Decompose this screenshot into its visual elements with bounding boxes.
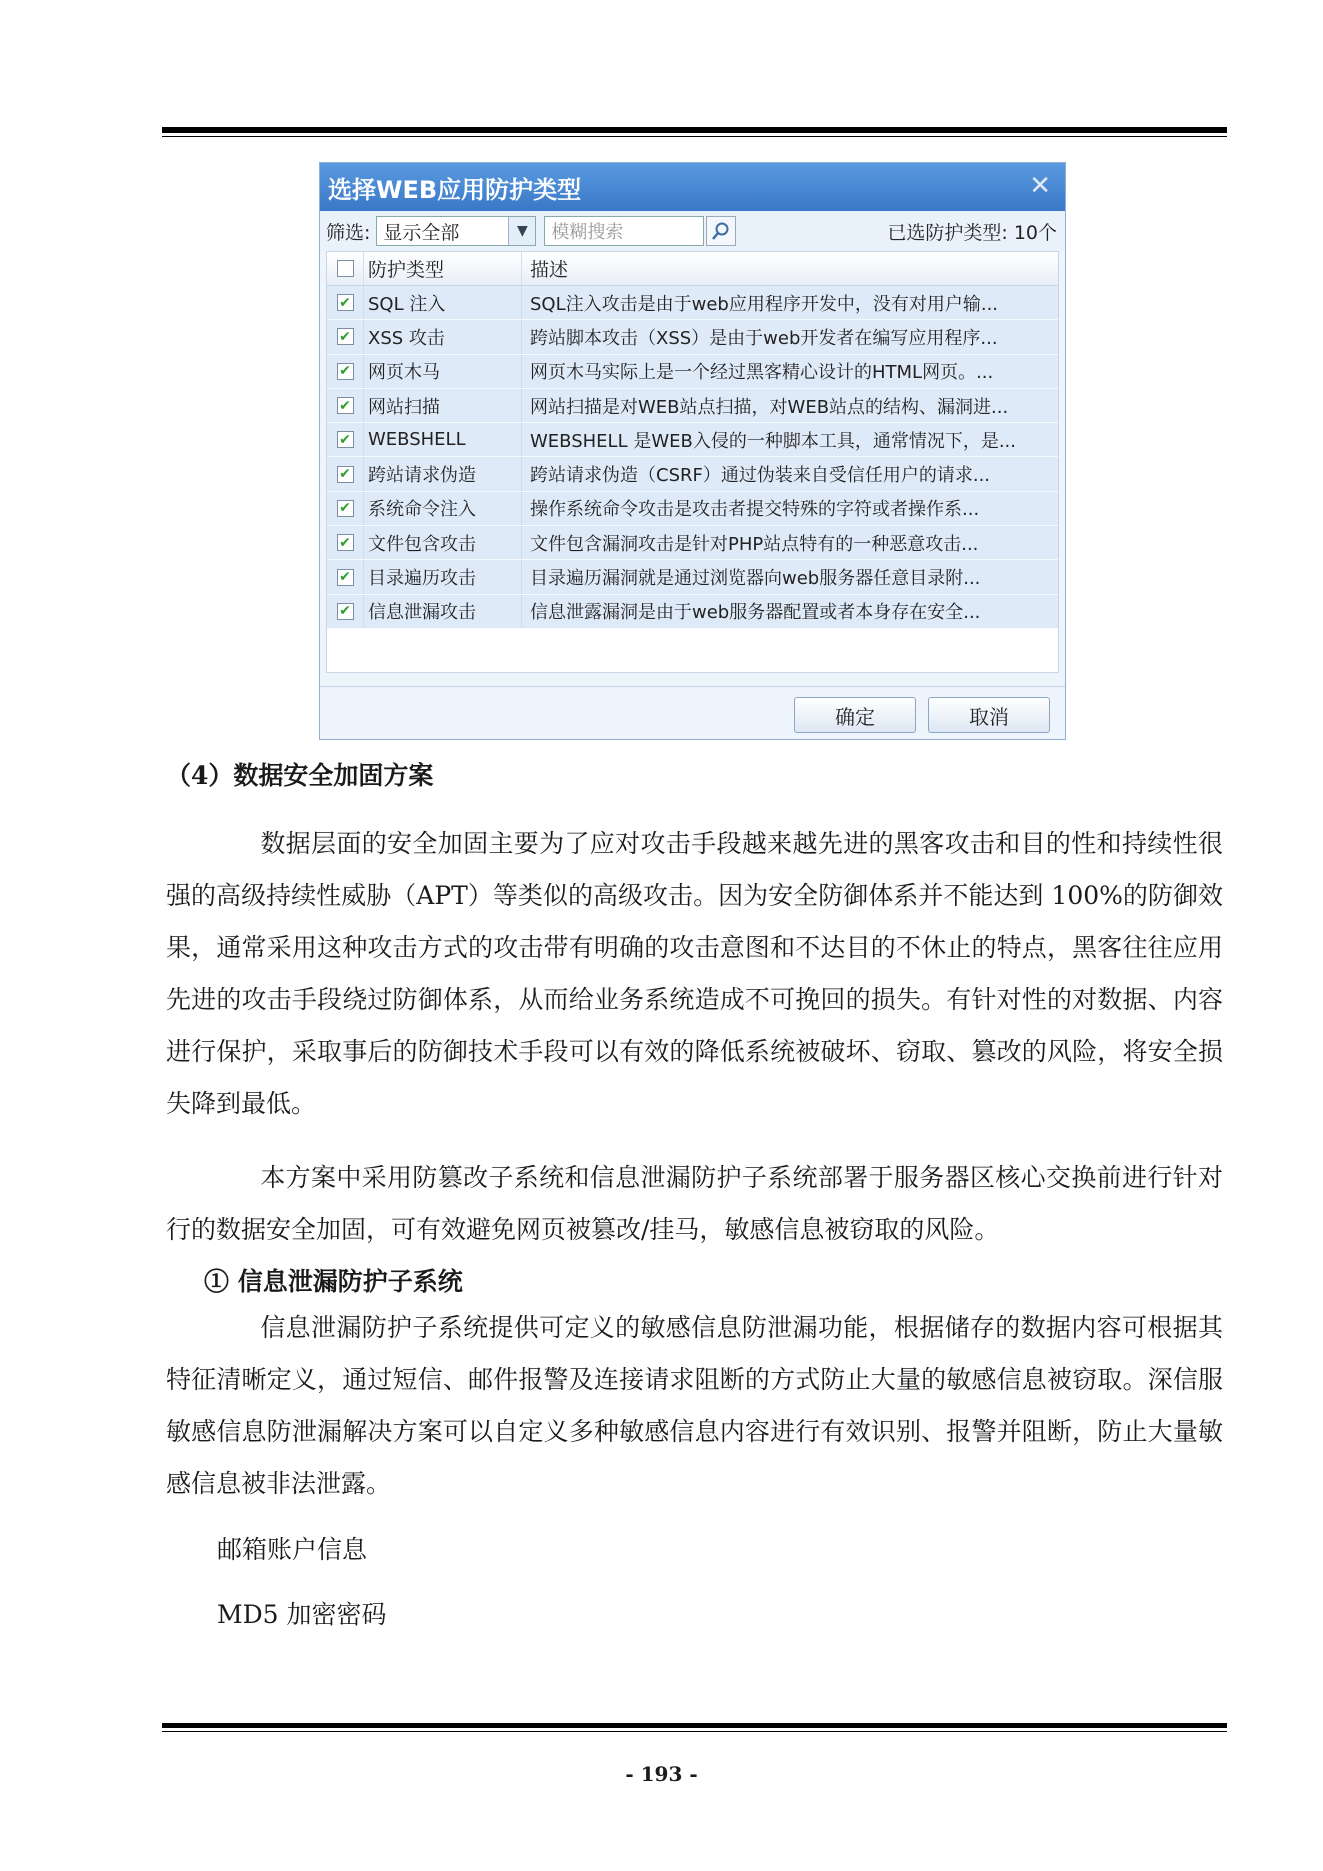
search-input[interactable] — [544, 216, 704, 246]
row-desc: 网页木马实际上是一个经过黑客精心设计的HTML网页。... — [521, 355, 1041, 388]
row-checkbox[interactable]: ✔ — [337, 397, 354, 414]
row-type: 跨站请求伪造 — [363, 457, 521, 490]
row-checkbox[interactable]: ✔ — [337, 603, 354, 620]
paragraph-3: 信息泄漏防护子系统提供可定义的敏感信息防泄漏功能，根据储存的数据内容可根据其特征清晰定义，通过短信、邮件报警及连接请求阻断的方式防止大量的敏感信息被窃取。深信服敏感信息防泄漏解决方案可以自定义多种敏感信息内容进行有效识别、报警并阻断，防止大量敏感信息被非法泄露。 — [166, 1313, 1223, 1498]
section-heading: （4）数据安全加固方案 — [166, 761, 434, 790]
row-desc: 操作系统命令攻击是攻击者提交特殊的字符或者操作系... — [521, 492, 1041, 525]
dialog-toolbar — [320, 211, 1065, 251]
paragraph-1: 数据层面的安全加固主要为了应对攻击手段越来越先进的黑客攻击和目的性和持续性很强的高级持续性威胁（APT）等类似的高级攻击。因为安全防御体系并不能达到 100%的防御效果，通常采用这种攻击方式的攻击带有明确的攻击意图和不达目的不休止的特点，黑客往往应用先进的攻击手段绕过防御体系，从而给业务系统造成不可挽回的损失。有针对性的对数据、内容进行保护，采取事后的防御技术手段可以有效的降低系统被破坏、窃取、篡改的风险，将安全损失降到最低。 — [166, 829, 1223, 1118]
header-rule — [162, 127, 1227, 133]
table-row[interactable] — [327, 526, 1058, 560]
footer-rule-thin — [162, 1731, 1227, 1732]
table-row[interactable] — [327, 320, 1058, 354]
filter-label: 筛选: — [326, 221, 371, 244]
footer-rule — [162, 1723, 1227, 1728]
filter-select[interactable] — [376, 216, 536, 246]
table-row[interactable] — [327, 389, 1058, 423]
page-number: - 193 - — [625, 1762, 698, 1786]
search-icon — [711, 221, 731, 241]
header-rule-thin — [162, 136, 1227, 137]
select-all-checkbox[interactable] — [337, 260, 354, 277]
table-row[interactable] — [327, 492, 1058, 526]
row-checkbox[interactable]: ✔ — [337, 363, 354, 380]
row-desc: 跨站请求伪造（CSRF）通过伪装来自受信任用户的请求... — [521, 457, 1041, 490]
row-desc: WEBSHELL 是WEB入侵的一种脚本工具，通常情况下，是... — [521, 423, 1041, 456]
row-desc: 跨站脚本攻击（XSS）是由于web开发者在编写应用程序... — [521, 320, 1041, 353]
row-type: 系统命令注入 — [363, 492, 521, 525]
table-row[interactable] — [327, 595, 1058, 629]
row-type: SQL 注入 — [363, 286, 521, 319]
search-placeholder: 模糊搜索 — [551, 222, 624, 243]
row-desc: SQL注入攻击是由于web应用程序开发中，没有对用户输... — [521, 286, 1041, 319]
filter-value: 显示全部 — [383, 221, 460, 244]
table-row[interactable] — [327, 286, 1058, 320]
row-checkbox[interactable]: ✔ — [337, 294, 354, 311]
row-type: WEBSHELL — [363, 423, 521, 456]
row-checkbox[interactable]: ✔ — [337, 431, 354, 448]
row-desc: 文件包含漏洞攻击是针对PHP站点特有的一种恶意攻击... — [521, 526, 1041, 559]
row-type: 目录遍历攻击 — [363, 560, 521, 593]
close-icon[interactable]: ✕ — [1029, 171, 1051, 201]
column-header-type[interactable]: 防护类型 — [363, 252, 521, 285]
protection-type-table — [326, 251, 1059, 673]
row-type: XSS 攻击 — [363, 320, 521, 353]
row-type: 网页木马 — [363, 355, 521, 388]
row-checkbox[interactable]: ✔ — [337, 466, 354, 483]
row-desc: 网站扫描是对WEB站点扫描，对WEB站点的结构、漏洞进... — [521, 389, 1041, 422]
row-desc: 目录遍历漏洞就是通过浏览器向web服务器任意目录附... — [521, 560, 1041, 593]
column-header-desc[interactable]: 描述 — [521, 252, 1041, 285]
paragraph-2: 本方案中采用防篡改子系统和信息泄漏防护子系统部署于服务器区核心交换前进行针对行的数据安全加固，可有效避免网页被篡改/挂马，敏感信息被窃取的风险。 — [166, 1163, 1223, 1244]
list-item-2: MD5 加密密码 — [217, 1600, 387, 1629]
table-row[interactable] — [327, 457, 1058, 491]
dialog-titlebar — [320, 163, 1065, 211]
dialog-title: 选择WEB应用防护类型 — [328, 175, 582, 204]
selected-count: 已选防护类型: 10个 — [887, 221, 1057, 244]
list-item-1: 邮箱账户信息 — [217, 1535, 368, 1564]
search-button[interactable] — [706, 216, 736, 246]
row-type: 信息泄漏攻击 — [363, 595, 521, 628]
dialog-footer — [320, 686, 1065, 739]
chevron-down-icon[interactable]: ▼ — [508, 217, 535, 245]
row-checkbox[interactable]: ✔ — [337, 534, 354, 551]
row-type: 文件包含攻击 — [363, 526, 521, 559]
cancel-button[interactable]: 取消 — [928, 697, 1050, 733]
row-checkbox[interactable]: ✔ — [337, 328, 354, 345]
table-row[interactable] — [327, 423, 1058, 457]
table-header — [327, 252, 1058, 286]
sub-heading: ① 信息泄漏防护子系统 — [204, 1267, 463, 1296]
row-checkbox[interactable]: ✔ — [337, 569, 354, 586]
row-type: 网站扫描 — [363, 389, 521, 422]
table-row[interactable] — [327, 560, 1058, 594]
row-checkbox[interactable]: ✔ — [337, 500, 354, 517]
row-desc: 信息泄露漏洞是由于web服务器配置或者本身存在安全... — [521, 595, 1041, 628]
table-row[interactable] — [327, 355, 1058, 389]
ok-button[interactable]: 确定 — [794, 697, 916, 733]
protection-type-dialog — [319, 162, 1066, 740]
